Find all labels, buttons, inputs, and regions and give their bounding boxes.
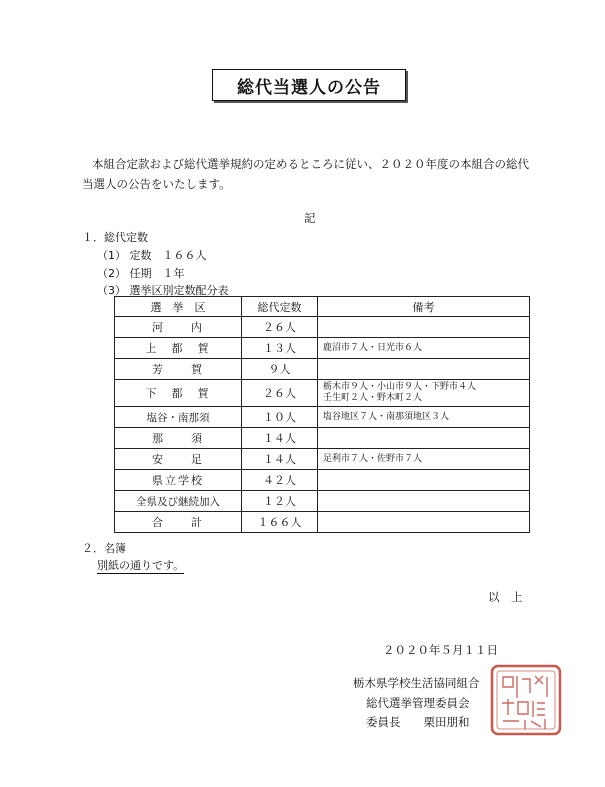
remarks-cell	[318, 491, 530, 512]
remarks-cell: 足利市７人・佐野市７人	[318, 449, 530, 470]
ki-heading: 記	[304, 211, 316, 225]
district-cell: 芳 賀	[115, 359, 242, 380]
table-row	[115, 359, 530, 380]
remarks-cell: 塩谷地区７人・南那須地区３人	[318, 407, 530, 428]
district-cell: 合 計	[115, 512, 242, 533]
district-allocation-table	[114, 296, 530, 533]
signature-organization: 栃木県学校生活協同組合	[353, 676, 480, 690]
count-cell: １０人	[242, 407, 318, 428]
remarks-cell	[318, 380, 530, 407]
district-cell: 全県及び継続加入	[115, 491, 242, 512]
count-cell: ４２人	[242, 470, 318, 491]
table-row	[115, 449, 530, 470]
section-1-item-2: （2） 任期 １年	[97, 267, 185, 280]
remarks-line-1: 栃木市９人・小山市９人・下野市４人	[323, 382, 477, 392]
header-count: 総代定数	[242, 297, 318, 317]
signature-committee: 総代選挙管理委員会	[366, 696, 470, 710]
district-cell: 那 須	[115, 428, 242, 449]
table-row	[115, 317, 530, 338]
district-cell: 安 足	[115, 449, 242, 470]
table-row	[115, 407, 530, 428]
count-cell: １２人	[242, 491, 318, 512]
remarks-line-2: 壬生町２人・野木町２人	[323, 393, 423, 403]
table-total-row	[115, 512, 530, 533]
closing-text: 以 上	[488, 590, 523, 604]
count-cell: ９人	[242, 359, 318, 380]
district-cell: 下 都 賀	[115, 380, 242, 407]
section-1-item-1: （1） 定数 １６６人	[97, 249, 207, 262]
district-cell: 河 内	[115, 317, 242, 338]
table-row	[115, 338, 530, 359]
section-1-heading: １．総代定数	[82, 231, 148, 244]
count-cell: ２６人	[242, 380, 318, 407]
count-cell: １３人	[242, 338, 318, 359]
remarks-cell	[318, 512, 530, 533]
count-cell: １４人	[242, 428, 318, 449]
official-seal-stamp	[489, 663, 563, 737]
table-row	[115, 380, 530, 407]
table-row	[115, 491, 530, 512]
remarks-cell: 鹿沼市７人・日光市６人	[318, 338, 530, 359]
issue-date: ２０２０年５月１１日	[383, 643, 498, 657]
district-cell: 上 都 賀	[115, 338, 242, 359]
table-row	[115, 470, 530, 491]
count-cell: １６６人	[242, 512, 318, 533]
section-2-text-wrapper	[97, 557, 184, 573]
intro-line-2: 当選人の公告をいたします。	[82, 177, 231, 191]
count-cell: ２６人	[242, 317, 318, 338]
remarks-cell	[318, 317, 530, 338]
signature-chair: 委員長 栗田朋和	[366, 715, 470, 729]
count-cell: １４人	[242, 449, 318, 470]
document-title: 総代当選人の公告	[212, 69, 406, 101]
section-2-heading: ２．名簿	[82, 542, 126, 555]
section-1-item-3: （3） 選挙区別定数配分表	[97, 284, 229, 297]
intro-line-1: 本組合定款および総代選挙規約の定めるところに従い、２０２０年度の本組合の総代	[92, 157, 529, 171]
remarks-cell	[318, 470, 530, 491]
district-cell: 塩谷・南那須	[115, 407, 242, 428]
remarks-cell	[318, 428, 530, 449]
table-header-row	[115, 297, 530, 317]
header-remarks: 備考	[318, 297, 530, 317]
header-district: 選 挙 区	[115, 297, 242, 317]
district-cell: 県立学校	[115, 470, 242, 491]
remarks-cell	[318, 359, 530, 380]
roster-note: 別紙の通りです。	[97, 559, 185, 572]
table-row	[115, 428, 530, 449]
